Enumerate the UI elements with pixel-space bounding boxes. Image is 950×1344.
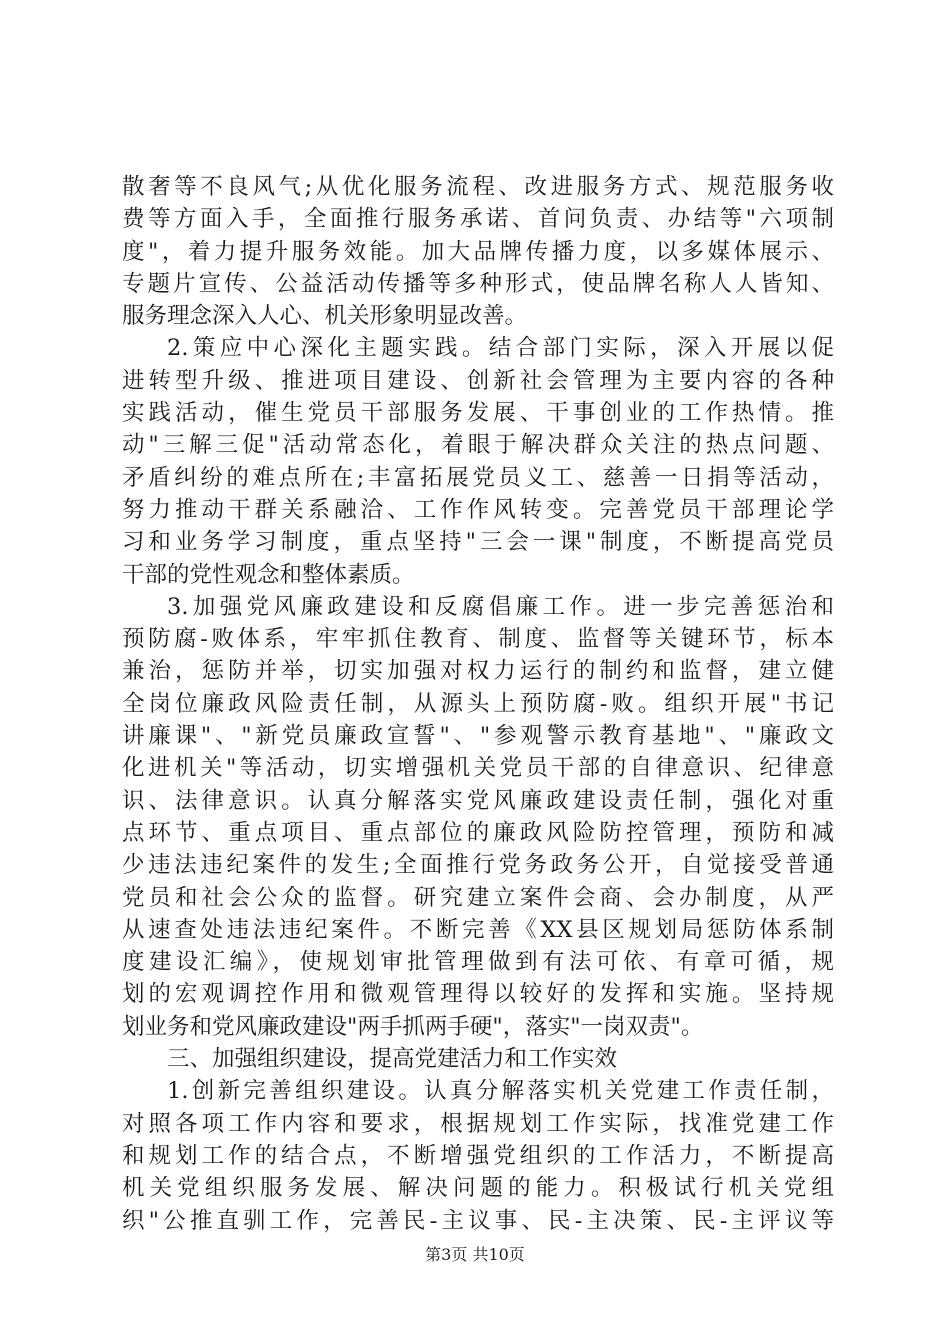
text-line: 三、加强组织建设，提高党建活力和工作实效 [167, 1046, 618, 1073]
text-line: 讲廉课"、"新党员廉政宣誓"、"参观警示教育基地"、"廉政文 [122, 723, 834, 750]
text-line: 机关党组织服务发展、解决问题的能力。积极试行机关党组 [122, 1175, 834, 1202]
text-line: 实践活动，催生党员干部服务发展、干事创业的工作热情。推 [122, 400, 834, 427]
text-line: 2.策应中心深化主题实践。结合部门实际，深入开展以促 [167, 335, 834, 362]
text-line: 干部的党性观念和整体素质。 [122, 561, 415, 588]
text-line: 全岗位廉政风险责任制，从源头上预防腐-败。组织开展"书记 [122, 690, 834, 717]
text-line: 划业务和党风廉政建设"两手抓两手硬"，落实"一岗双责"。 [122, 1013, 704, 1040]
text-line: 兼治，惩防并举，切实加强对权力运行的制约和监督，建立健 [122, 658, 834, 685]
text-line: 对照各项工作内容和要求，根据规划工作实际，找准党建工作 [122, 1110, 834, 1137]
text-line: 散奢等不良风气;从优化服务流程、改进服务方式、规范服务收 [122, 174, 834, 200]
text-line: 预防腐-败体系，牢牢抓住教育、制度、监督等关键环节，标本 [122, 626, 834, 653]
page-footer: 第3页 共10页 [425, 1245, 525, 1264]
text-line: 动"三解三促"活动常态化，着眼于解决群众关注的热点问题、 [122, 432, 834, 459]
text-line: 点环节、重点项目、重点部位的廉政风险防控管理，预防和减 [122, 819, 834, 846]
document-body [122, 171, 834, 1237]
text-line: 费等方面入手，全面推行服务承诺、首问负责、办结等"六项制 [122, 206, 834, 233]
text-line: 度建设汇编》，使规划审批管理做到有法可依、有章可循，规 [122, 949, 834, 976]
text-line: 努力推动干群关系融洽、工作作风转变。完善党员干部理论学 [122, 496, 834, 523]
text-line: 习和业务学习制度，重点坚持"三会一课"制度，不断提高党员 [122, 529, 834, 556]
text-line: 化进机关"等活动，切实增强机关党员干部的自律意识、纪律意 [122, 755, 834, 782]
text-line: 从速查处违法违纪案件。不断完善《XX县区规划局惩防体系制 [122, 916, 834, 943]
text-line: 党员和社会公众的监督。研究建立案件会商、会办制度，从严 [122, 884, 834, 911]
text-line: 3.加强党风廉政建设和反腐倡廉工作。进一步完善惩治和 [167, 593, 834, 620]
text-line: 服务理念深入人心、机关形象明显改善。 [122, 303, 528, 330]
text-line: 织"公推直驯工作，完善民-主议事、民-主决策、民-主评议等 [122, 1207, 834, 1234]
text-line: 度"，着力提升服务效能。加大品牌传播力度，以多媒体展示、 [122, 238, 834, 265]
text-line: 矛盾纠纷的难点所在;丰富拓展党员义工、慈善一日捐等活动， [122, 464, 834, 491]
text-line: 1.创新完善组织建设。认真分解落实机关党建工作责任制， [167, 1078, 834, 1105]
text-line: 和规划工作的结合点，不断增强党组织的工作活力，不断提高 [122, 1142, 834, 1169]
text-line: 专题片宣传、公益活动传播等多种形式，使品牌名称人人皆知、 [122, 270, 834, 297]
text-line: 划的宏观调控作用和微观管理得以较好的发挥和实施。坚持规 [122, 981, 834, 1008]
text-line: 进转型升级、推进项目建设、创新社会管理为主要内容的各种 [122, 367, 834, 394]
text-line: 识、法律意识。认真分解落实党风廉政建设责任制，强化对重 [122, 787, 834, 814]
text-line: 少违法违纪案件的发生;全面推行党务政务公开，自觉接受普通 [122, 852, 834, 879]
